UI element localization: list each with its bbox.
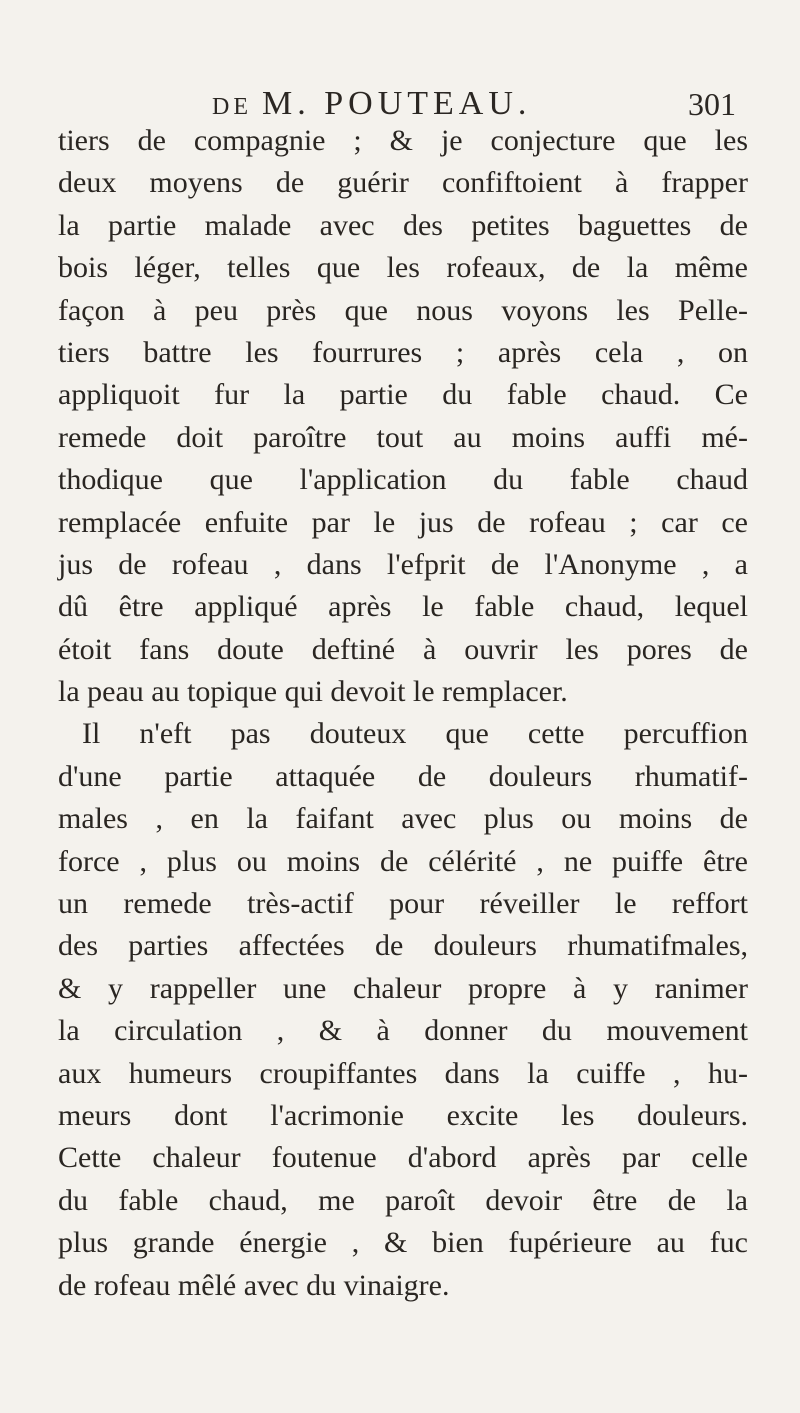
text-line: des parties affectées de douleurs rhumatifmales, [58,929,748,963]
text-line: la partie malade avec des petites baguettes de [58,208,748,242]
text-line: d'une partie attaquée de douleurs rhumatif- [58,759,748,793]
text-line: la circulation , & à donner du mouvement [58,1014,748,1048]
text-line: thodique que l'application du fable chaud [58,463,748,497]
text-line: remede doit paroître tout au moins auffi mé- [58,420,748,454]
body-text [58,120,748,1307]
text-line: façon à peu près que nous voyons les Pelle- [58,293,748,327]
running-head-prefix: DE [212,94,262,120]
text-line: force , plus ou moins de célérité , ne puiffe être [58,844,748,878]
text-line: étoit fans doute deftiné à ouvrir les pores de [58,632,748,666]
text-line: tiers battre les fourrures ; après cela , on [58,335,748,369]
text-line: la peau au topique qui devoit le remplacer. [58,675,568,709]
text-line: & y rappeller une chaleur propre à y ranimer [58,971,748,1005]
text-line: aux humeurs croupiffantes dans la cuiffe , hu- [58,1056,748,1090]
text-line: meurs dont l'acrimonie excite les douleurs. [58,1098,748,1132]
text-line: jus de rofeau , dans l'efprit de l'Anonyme , a [58,547,748,581]
text-line: males , en la faifant avec plus ou moins de [58,802,748,836]
text-line: dû être appliqué après le fable chaud, lequel [58,590,748,624]
text-line: bois léger, telles que les rofeaux, de la même [58,251,748,285]
page-number: 301 [688,86,736,122]
text-line: appliquoit fur la partie du fable chaud. Ce [58,378,748,412]
text-line: remplacée enfuite par le jus de rofeau ; car ce [58,505,748,539]
text-line: tiers de compagnie ; & je conjecture que les [58,124,748,157]
text-line: plus grande énergie , & bien fupérieure au fuc [58,1226,748,1260]
text-line: du fable chaud, me paroît devoir être de la [58,1183,748,1217]
text-line: de rofeau mêlé avec du vinaigre. [58,1268,450,1302]
text-line: deux moyens de guérir confiftoient à frapper [58,166,748,200]
text-line: un remede très-actif pour réveiller le reffort [58,887,748,921]
text-line: Il n'eft pas douteux que cette percuffion [82,717,748,751]
text-line: Cette chaleur foutenue d'abord après par celle [58,1141,748,1175]
running-head-name: M. POUTEAU. [262,85,532,122]
